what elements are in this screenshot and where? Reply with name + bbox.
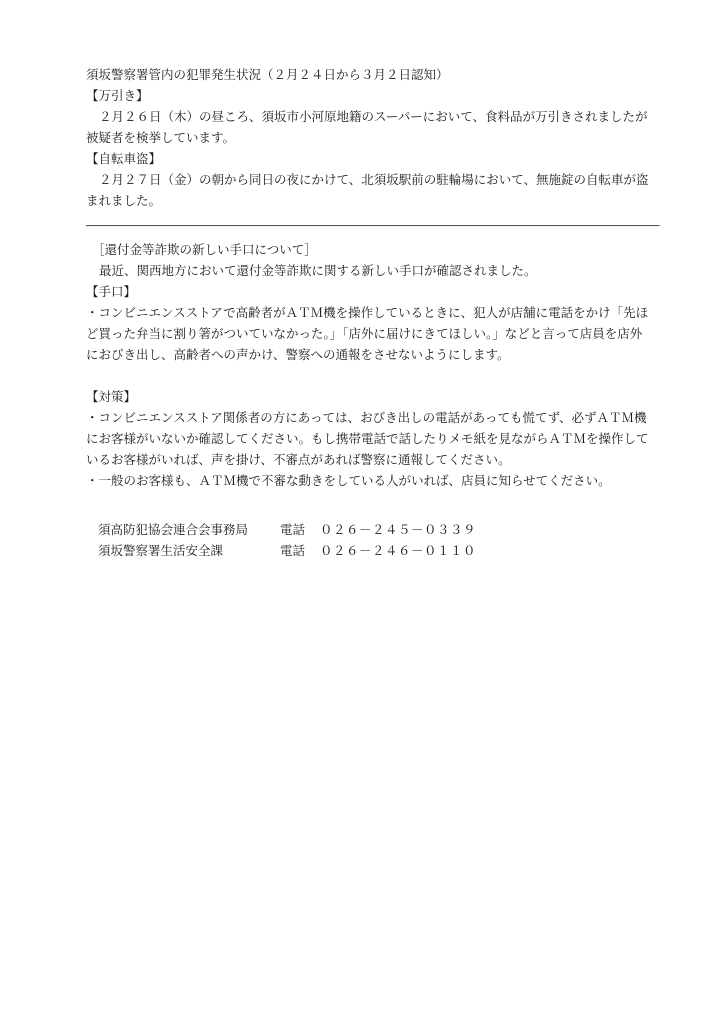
contact-phone-label: 電話	[280, 543, 306, 558]
contact-phone-number: ０２６－２４６－０１１０	[320, 543, 477, 558]
shoplifting-heading: 【万引き】	[86, 88, 149, 103]
bicycle-theft-text-line: まれました。	[86, 193, 162, 208]
countermeasures-heading: 【対策】	[86, 389, 137, 404]
fraud-method-line: ど買った弁当に割り箸がついていなかった。」「店外に届けにきてほしい。」などと言って店員を店外	[86, 326, 643, 341]
crime-report-title: 須坂警察署管内の犯罪発生状況（２月２４日から３月２日認知）	[86, 67, 449, 82]
shoplifting-text-line: ２月２６日（木）の昼ころ、須坂市小河原地籍のスーパーにおいて、食料品が万引きされましたが	[99, 109, 648, 124]
shoplifting-text-line: 被疑者を検挙しています。	[86, 130, 236, 145]
fraud-method-heading: 【手口】	[86, 284, 137, 299]
paragraph-gap	[86, 365, 658, 386]
contact-phone-label: 電話	[280, 522, 306, 537]
section-divider	[86, 225, 660, 227]
fraud-notice-title: ［還付金等詐欺の新しい手口について］	[92, 242, 317, 257]
countermeasures-line: ・一般のお客様も、ＡＴＭ機で不審な動きをしている人がいれば、店員に知らせてください。	[86, 473, 611, 488]
crime-report-section	[86, 64, 658, 211]
countermeasures-line: いるお客様がいれば、声を掛け、不審点があれば警察に通報してください。	[86, 452, 511, 467]
contact-section	[86, 519, 658, 561]
fraud-method-line: ・コンビニエンスストアで高齢者がＡＴＭ機を操作しているときに、犯人が店舗に電話をかけ「先ほ	[86, 305, 649, 320]
contact-row	[98, 540, 658, 561]
contact-organization: 須坂警察署生活安全課	[98, 543, 224, 558]
contact-organization: 須高防犯協会連合会事務局	[98, 522, 249, 537]
bicycle-theft-text-line: ２月２７日（金）の朝から同日の夜にかけて、北須坂駅前の駐輪場において、無施錠の自転車が盗	[99, 172, 649, 187]
countermeasures-line: にお客様がいないか確認してください。もし携帯電話で話したりメモ紙を見ながらＡＴＭを操作して	[86, 431, 649, 446]
bicycle-theft-heading: 【自転車盗】	[86, 151, 162, 166]
document-page	[86, 64, 658, 561]
fraud-notice-section	[86, 239, 658, 491]
fraud-notice-intro: 最近、関西地方において還付金等詐欺に関する新しい手口が確認されました。	[99, 263, 537, 278]
fraud-method-line: におびき出し、高齢者への声かけ、警察への通報をさせないようにします。	[86, 347, 510, 362]
contact-phone-number: ０２６－２４５－０３３９	[320, 522, 477, 537]
contact-row	[98, 519, 658, 540]
countermeasures-line: ・コンビニエンスストア関係者の方にあっては、おびき出しの電話があっても慌てず、必ずＡＴＭ機	[86, 410, 647, 425]
